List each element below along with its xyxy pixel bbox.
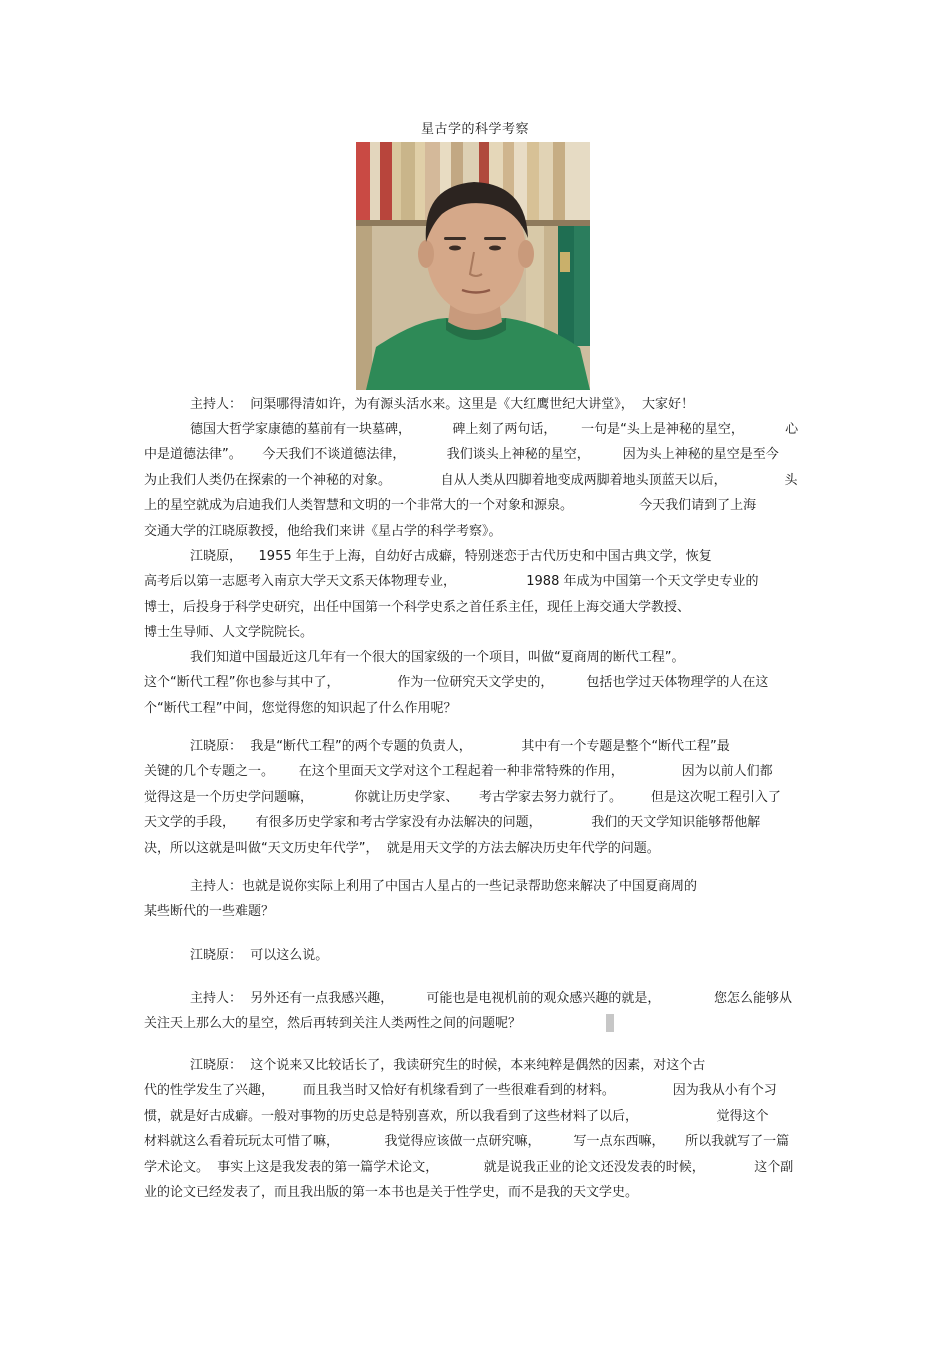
paragraph-answer-dating-project: [144, 734, 824, 861]
text-line: 博士，后投身于科学史研究，出任中国第一个科学史系之首任系主任，现任上海交通大学教授、: [144, 599, 691, 615]
text-line: 主持人：也就是说你实际上利用了中国古人星占的一些记录帮助您来解决了中国夏商周的: [190, 879, 698, 894]
text-line: 觉得这是一个历史学问题嘛， 你就让历史学家、 考古学家去努力就行了。 但是这次呢工程引入了: [144, 789, 781, 805]
text-line: 江晓原： 这个说来又比较话长了，我读研究生的时候，本来纯粹是偶然的因素，对这个古: [190, 1058, 706, 1073]
text-line: 惯，就是好古成癖。一般对事物的历史总是特别喜欢，所以我看到了这些材料了以后， 觉得这个: [144, 1108, 769, 1124]
text-line: 代的性学发生了兴趣， 而且我当时又恰好有机缘看到了一些很难看到的材料。 因为我从小有个习: [144, 1083, 777, 1099]
scan-artifact-mark: [606, 1014, 614, 1032]
paragraph-host-opening: [144, 392, 824, 417]
text-line: 交通大学的江晓原教授，他给我们来讲《星占学的科学考察》。: [144, 523, 502, 539]
text-line: 为止我们人类仍在探索的一个神秘的对象。 自从人类从四脚着地变成两脚着地头顶蓝天以后， 头: [144, 472, 798, 488]
page-title: 星古学的科学考察: [420, 122, 529, 137]
text-line: 这个“断代工程”你也参与其中了， 作为一位研究天文学史的， 包括也学过天体物理学的人在这: [144, 675, 769, 691]
text-line: 学术论文。 事实上这是我发表的第一篇学术论文， 就是说我正业的论文还没发表的时候， 这个副: [144, 1159, 794, 1175]
paragraph-kant-tomb: [144, 417, 824, 544]
text-line: 我们知道中国最近这几年有一个很大的国家级的一个项目，叫做“夏商周的断代工程”。: [190, 650, 685, 665]
portrait-illustration: [356, 142, 590, 390]
text-line: 关注天上那么大的星空，然后再转到关注人类两性之间的问题呢？: [144, 1016, 522, 1032]
text-line: 业的论文已经发表了，而且我出版的第一本书也是关于性学史，而不是我的天文学史。: [144, 1185, 639, 1201]
paragraph-host-followup: [144, 874, 824, 925]
text-line: 江晓原： 可以这么说。: [190, 948, 329, 963]
text-line: 天文学的手段， 有很多历史学家和考古学家没有办法解决的问题， 我们的天文学知识能够帮他解: [144, 815, 761, 831]
text-line: 中是道德法律”。 今天我们不谈道德法律， 我们谈头上神秘的星空， 因为头上神秘的星空是至今: [144, 447, 779, 463]
text-line: 材料就这么看着玩玩太可惜了嘛， 我觉得应该做一点研究嘛， 写一点东西嘛， 所以我就写了一篇: [144, 1134, 790, 1150]
paragraph-answer-short: [144, 943, 824, 968]
text-line: 德国大哲学家康德的墓前有一块墓碑， 碑上刻了两句话， 一句是“头上是神秘的星空， 心: [190, 422, 799, 437]
text-line: 江晓原， 1955 年生于上海，自幼好古成癖，特别迷恋于古代历史和中国古典文学，恢复: [190, 549, 712, 564]
text-line: 主持人： 问渠哪得清如许，为有源头活水来。这里是《大红鹰世纪大讲堂》， 大家好！: [190, 397, 695, 412]
text-line: 个“断代工程”中间，您觉得您的知识起了什么作用呢？: [144, 700, 457, 716]
text-line: 博士生导师、人文学院院长。: [144, 625, 314, 641]
paragraph-biography: [144, 544, 824, 646]
text-line: 江晓原： 我是“断代工程”的两个专题的负责人， 其中有一个专题是整个“断代工程”最: [190, 739, 730, 754]
paragraph-question-dating-project: [144, 645, 824, 721]
text-line: 决，所以这就是叫做“天文历史年代学”， 就是用天文学的方法去解决历史年代学的问题。: [144, 840, 660, 856]
paragraph-answer-sexology: [144, 1053, 824, 1205]
text-line: 某些断代的一些难题？: [144, 904, 275, 920]
text-line: 主持人： 另外还有一点我感兴趣， 可能也是电视机前的观众感兴趣的就是， 您怎么能够从: [190, 991, 793, 1006]
text-line: 上的星空就成为启迪我们人类智慧和文明的一个非常大的一个对象和源泉。 今天我们请到了上海: [144, 498, 757, 514]
text-line: 高考后以第一志愿考入南京大学天文系天体物理专业， 1988 年成为中国第一个天文学史专业的: [144, 574, 759, 590]
portrait-photo: [356, 142, 590, 390]
text-line: 关键的几个专题之一。 在这个里面天文学对这个工程起着一种非常特殊的作用， 因为以前人们都: [144, 764, 773, 780]
paragraph-host-question-sexology: [144, 986, 824, 1037]
